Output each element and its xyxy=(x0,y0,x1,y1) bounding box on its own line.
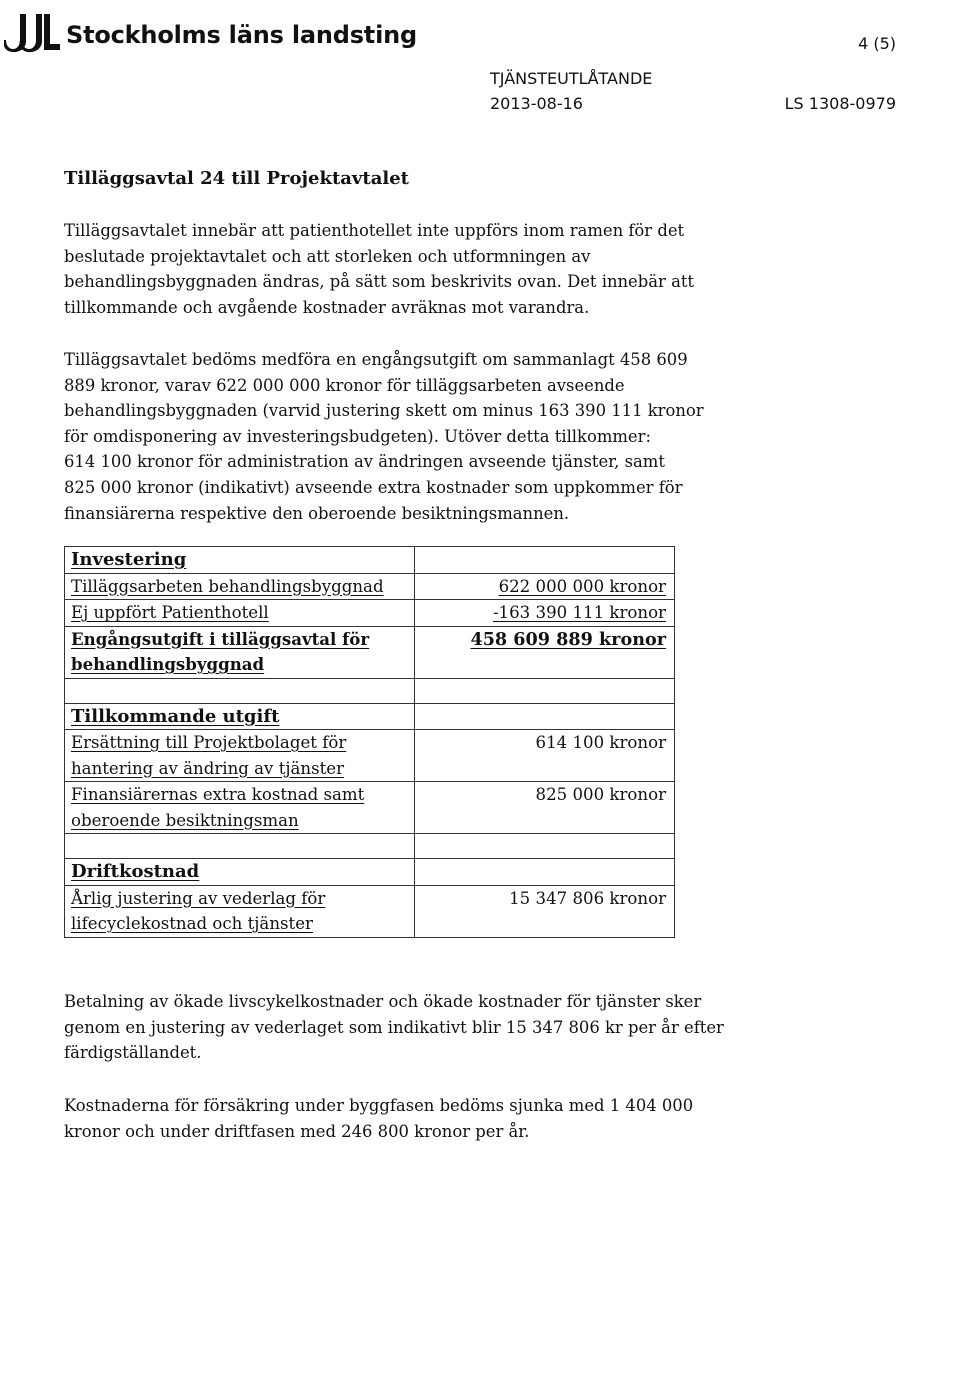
section-heading: Tilläggsavtal 24 till Projektavtalet xyxy=(64,168,409,189)
organization-name: Stockholms läns landsting xyxy=(66,21,417,49)
text-line: Tilläggsavtalet bedöms medföra en engångsutgift om sammanlagt 458 609 xyxy=(64,350,688,369)
table-row xyxy=(65,547,675,574)
table-cell-label: Årlig justering av vederlag för xyxy=(71,888,326,908)
table-cell-value: 622 000 000 kronor xyxy=(498,576,666,596)
document-type: TJÄNSTEUTLÅTANDE xyxy=(490,69,653,88)
text-line: behandlingsbyggnaden ändras, på sätt som beskrivits ovan. Det innebär att xyxy=(64,272,695,292)
document-header xyxy=(0,0,960,120)
table-cell-value: -163 390 111 kronor xyxy=(492,603,666,622)
cost-table xyxy=(64,546,675,938)
table-cell-label: lifecyclekostnad och tjänster xyxy=(71,914,313,933)
text-line: färdigställandet. xyxy=(64,1043,202,1063)
text-line: genom en justering av vederlaget som indikativt blir 15 347 806 kr per år efter xyxy=(64,1017,724,1037)
text-line: 825 000 kronor (indikativt) avseende extra kostnader som uppkommer för xyxy=(64,477,683,497)
table-row xyxy=(65,573,675,600)
table-row xyxy=(65,600,675,627)
table-row xyxy=(65,885,675,937)
table-cell-label: hantering av ändring av tjänster xyxy=(71,758,345,778)
table-section-heading: Tillkommande utgift xyxy=(71,705,280,727)
table-row xyxy=(65,730,675,782)
text-line: kronor och under driftfasen med 246 800 kronor per år. xyxy=(64,1121,530,1141)
document-date: 2013-08-16 xyxy=(490,94,583,113)
table-cell-label: Ersättning till Projektbolaget för xyxy=(71,733,347,752)
table-cell-value: 614 100 kronor xyxy=(535,733,666,752)
table-row xyxy=(65,859,675,886)
table-cell-label: Ej uppfört Patienthotell xyxy=(71,603,269,622)
paragraph-lifecycle-payment xyxy=(64,989,764,1066)
page-number: 4 (5) xyxy=(858,34,896,53)
table-row xyxy=(65,782,675,834)
text-line: finansiärerna respektive den oberoende besiktningsmannen. xyxy=(64,503,570,523)
table-row-spacer xyxy=(65,678,675,703)
text-line: 889 kronor, varav 622 000 000 kronor för tilläggsarbeten avseende xyxy=(64,375,625,395)
text-line: Kostnaderna för försäkring under byggfasen bedöms sjunka med 1 404 000 xyxy=(64,1096,694,1115)
table-cell-label: behandlingsbyggnad xyxy=(71,654,265,674)
table-cell-value: 15 347 806 kronor xyxy=(509,888,666,908)
text-line: för omdisponering av investeringsbudgeten). Utöver detta tillkommer: xyxy=(64,426,651,446)
text-line: beslutade projektavtalet och att storleken och utformningen av xyxy=(64,246,591,266)
table-cell-value: 825 000 kronor xyxy=(535,785,666,804)
table-row-spacer xyxy=(65,834,675,859)
table-cell-label: oberoende besiktningsman xyxy=(71,810,299,830)
sll-logo-icon xyxy=(4,10,60,56)
table-cell-label: Tilläggsarbeten behandlingsbyggnad xyxy=(71,576,384,596)
paragraph-agreement-summary xyxy=(64,218,754,320)
table-section-heading: Driftkostnad xyxy=(71,861,200,882)
table-section-heading: Investering xyxy=(71,549,187,570)
paragraph-insurance-costs xyxy=(64,1093,764,1144)
table-cell-label: Finansiärernas extra kostnad samt xyxy=(71,785,365,804)
paragraph-cost-estimate xyxy=(64,347,754,526)
table-cell-value: 458 609 889 kronor xyxy=(470,628,666,650)
text-line: 614 100 kronor för administration av ändringen avseende tjänster, samt xyxy=(64,452,665,472)
table-row-total xyxy=(65,626,675,678)
document-reference: LS 1308-0979 xyxy=(784,94,896,113)
table-cell-label: Engångsutgift i tilläggsavtal för xyxy=(71,628,370,649)
text-line: Betalning av ökade livscykelkostnader och ökade kostnader för tjänster sker xyxy=(64,992,702,1011)
table-row xyxy=(65,703,675,730)
text-line: behandlingsbyggnaden (varvid justering skett om minus 163 390 111 kronor xyxy=(64,401,704,421)
text-line: tillkommande och avgående kostnader avräknas mot varandra. xyxy=(64,297,590,317)
text-line: Tilläggsavtalet innebär att patienthotellet inte uppförs inom ramen för det xyxy=(64,221,685,240)
